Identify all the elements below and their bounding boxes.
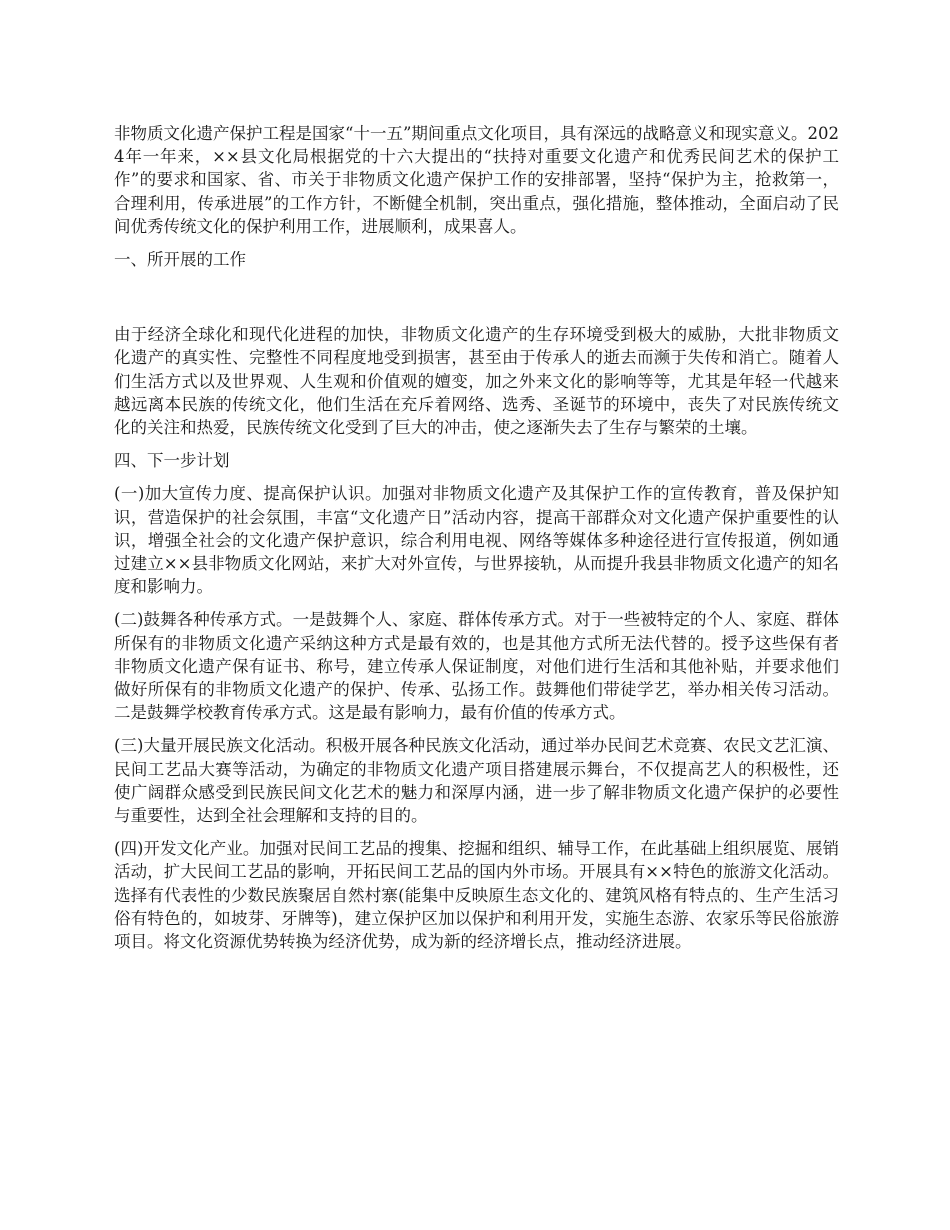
section-one-heading: 一、所开展的工作 [114,250,246,270]
plan-item-2: (二)鼓舞各种传承方式。一是鼓舞个人、家庭、群体传承方式。对于一些被特定的个人、家庭、群体所保有的非物质文化遗产采纳这种方式是最有效的，也是其他方式所无法代替的。授予这些保有者非物质文化遗产保有证书、称号，建立传承人保证制度，对他们进行生活和其他补贴，并要求他们做好所保有的非物质文化遗产的保护、传承、弘扬工作。鼓舞他们带徒学艺，举办相关传习活动。二是鼓舞学校教育传承方式。这是最有影响力，最有价值的传承方式。 [114,610,839,723]
intro-paragraph: 非物质文化遗产保护工程是国家“十一五”期间重点文化项目，具有深远的战略意义和现实意义。2024年一年来，××县文化局根据党的十六大提出的“扶持对重要文化遗产和优秀民间艺术的保护工作”的要求和国家、省、市关于非物质文化遗产保护工作的安排部署，坚持“保护为主，抢救第一，合理利用，传承进展”的工作方针，不断健全机制，突出重点，强化措施，整体推动，全面启动了民间优秀传统文化的保护利用工作，进展顺利，成果喜人。 [114,124,839,236]
document-page [114,122,839,963]
blank-gap [114,271,839,323]
plan-item-4: (四)开发文化产业。加强对民间工艺品的搜集、挖掘和组织、辅导工作，在此基础上组织展览、展销活动，扩大民间工艺品的影响，开拓民间工艺品的国内外市场。开展具有××特色的旅游文化活动。选择有代表性的少数民族聚居自然村寨(能集中反映原生态文化的、建筑风格有特点的、生产生活习俗有特色的，如坡芽、牙牌等)，建立保护区加以保护和利用开发，实施生态游、农家乐等民俗旅游项目。将文化资源优势转换为经济优势，成为新的经济增长点，推动经济进展。 [114,839,839,952]
plan-item-3: (三)大量开展民族文化活动。积极开展各种民族文化活动，通过举办民间艺术竞赛、农民文艺汇演、民间工艺品大赛等活动，为确定的非物质文化遗产项目搭建展示舞台，不仅提高艺人的积极性，还使广阔群众感受到民族民间文化艺术的魅力和深厚内涵，进一步了解非物质文化遗产保护的必要性与重要性，达到全社会理解和支持的目的。 [114,736,839,826]
section-four-heading: 四、下一步计划 [114,451,230,471]
problems-paragraph: 由于经济全球化和现代化进程的加快，非物质文化遗产的生存环境受到极大的威胁，大批非物质文化遗产的真实性、完整性不同程度地受到损害，甚至由于传承人的逝去而濒于失传和消亡。随着人们生活方式以及世界观、人生观和价值观的嬗变，加之外来文化的影响等等，尤其是年轻一代越来越远离本民族的传统文化，他们生活在充斥着网络、选秀、圣诞节的环境中，丧失了对民族传统文化的关注和热爱，民族传统文化受到了巨大的冲击，使之逐渐失去了生存与繁荣的土壤。 [114,325,839,438]
plan-item-1: (一)加大宣传力度、提高保护认识。加强对非物质文化遗产及其保护工作的宣传教育，普及保护知识，营造保护的社会氛围，丰富“文化遗产日”活动内容，提高干部群众对文化遗产保护重要性的认识，增强全社会的文化遗产保护意识，综合利用电视、网络等媒体多种途径进行宣传报道，例如通过建立××县非物质文化网站，来扩大对外宣传，与世界接轨，从而提升我县非物质文化遗产的知名度和影响力。 [114,484,839,597]
